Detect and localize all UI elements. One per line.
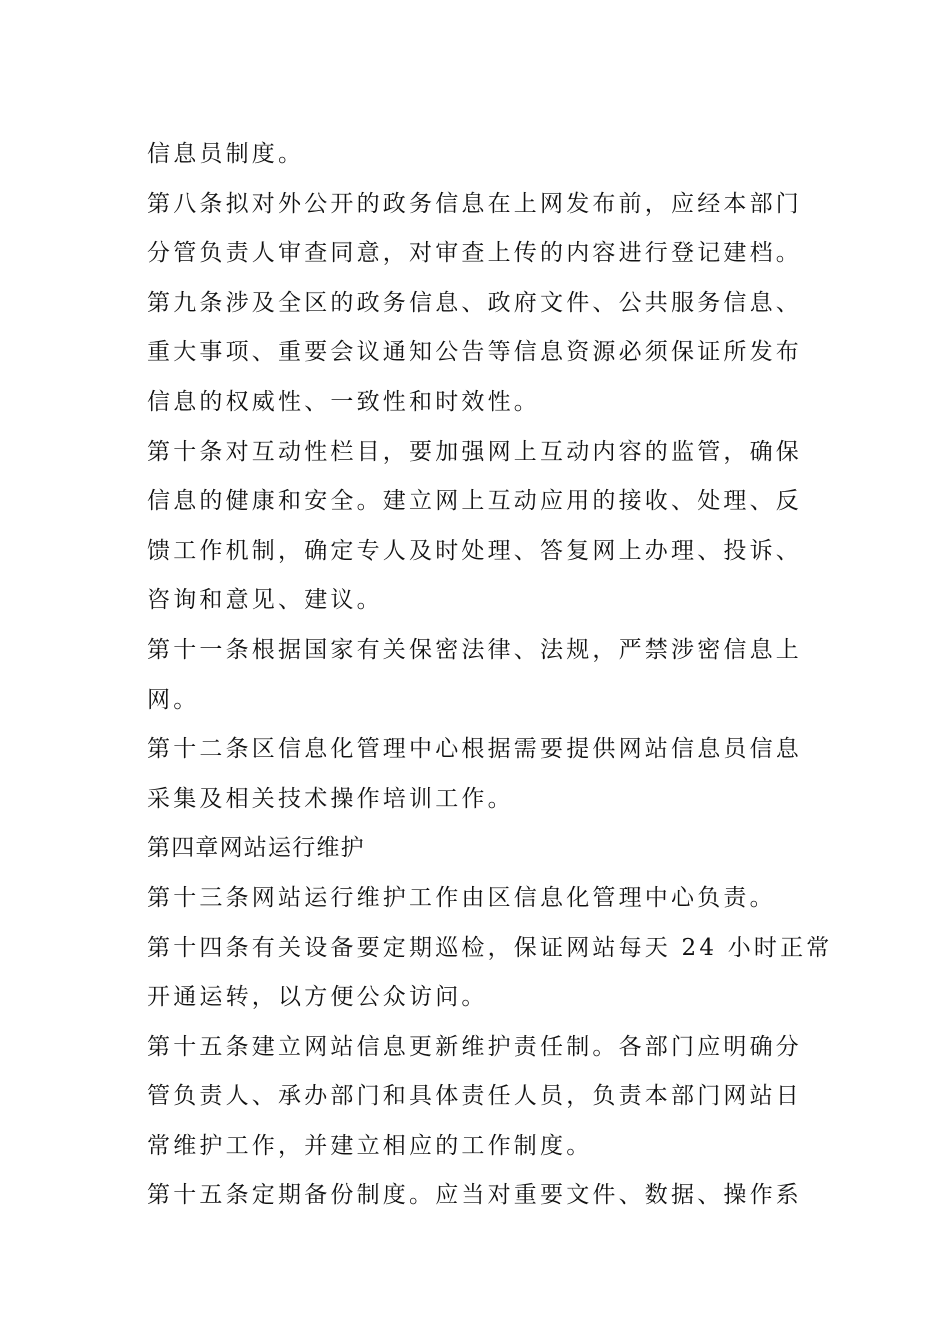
text-line: 分管负责人审查同意，对审查上传的内容进行登记建档。 <box>147 240 802 267</box>
chapter-heading: 第四章网站运行维护 <box>147 835 365 862</box>
text-line: 常维护工作，并建立相应的工作制度。 <box>147 1132 593 1159</box>
text-line: 第十一条根据国家有关保密法律、法规，严禁涉密信息上 <box>147 636 802 663</box>
text-line: 信息的权威性、一致性和时效性。 <box>147 388 540 415</box>
text-line: 第九条涉及全区的政务信息、政府文件、公共服务信息、 <box>147 289 802 316</box>
text-line: 第十五条建立网站信息更新维护责任制。各部门应明确分 <box>147 1033 802 1060</box>
text-line: 信息员制度。 <box>147 141 305 167</box>
text-line: 第十二条区信息化管理中心根据需要提供网站信息员信息 <box>147 736 802 763</box>
text-line: 第十三条网站运行维护工作由区信息化管理中心负责。 <box>147 884 776 911</box>
text-line: 信息的健康和安全。建立网上互动应用的接收、处理、反 <box>147 488 802 515</box>
text-line: 网。 <box>147 686 200 713</box>
text-line: 采集及相关技术操作培训工作。 <box>147 785 514 812</box>
document-body <box>147 130 833 1221</box>
text-line: 咨询和意见、建议。 <box>147 587 383 614</box>
text-line: 第十五条定期备份制度。应当对重要文件、数据、操作系 <box>147 1182 802 1209</box>
text-line: 第八条拟对外公开的政务信息在上网发布前，应经本部门 <box>147 190 802 217</box>
text-line: 重大事项、重要会议通知公告等信息资源必须保证所发布 <box>147 339 802 366</box>
text-line: 管负责人、承办部门和具体责任人员，负责本部门网站日 <box>147 1083 802 1110</box>
text-line: 第十条对互动性栏目，要加强网上互动内容的监管，确保 <box>147 438 802 465</box>
text-line: 馈工作机制，确定专人及时处理、答复网上办理、投诉、 <box>147 537 802 564</box>
text-line: 开通运转，以方便公众访问。 <box>147 984 488 1011</box>
text-line: 第十四条有关设备要定期巡检，保证网站每天 24 小时正常 <box>147 934 833 961</box>
